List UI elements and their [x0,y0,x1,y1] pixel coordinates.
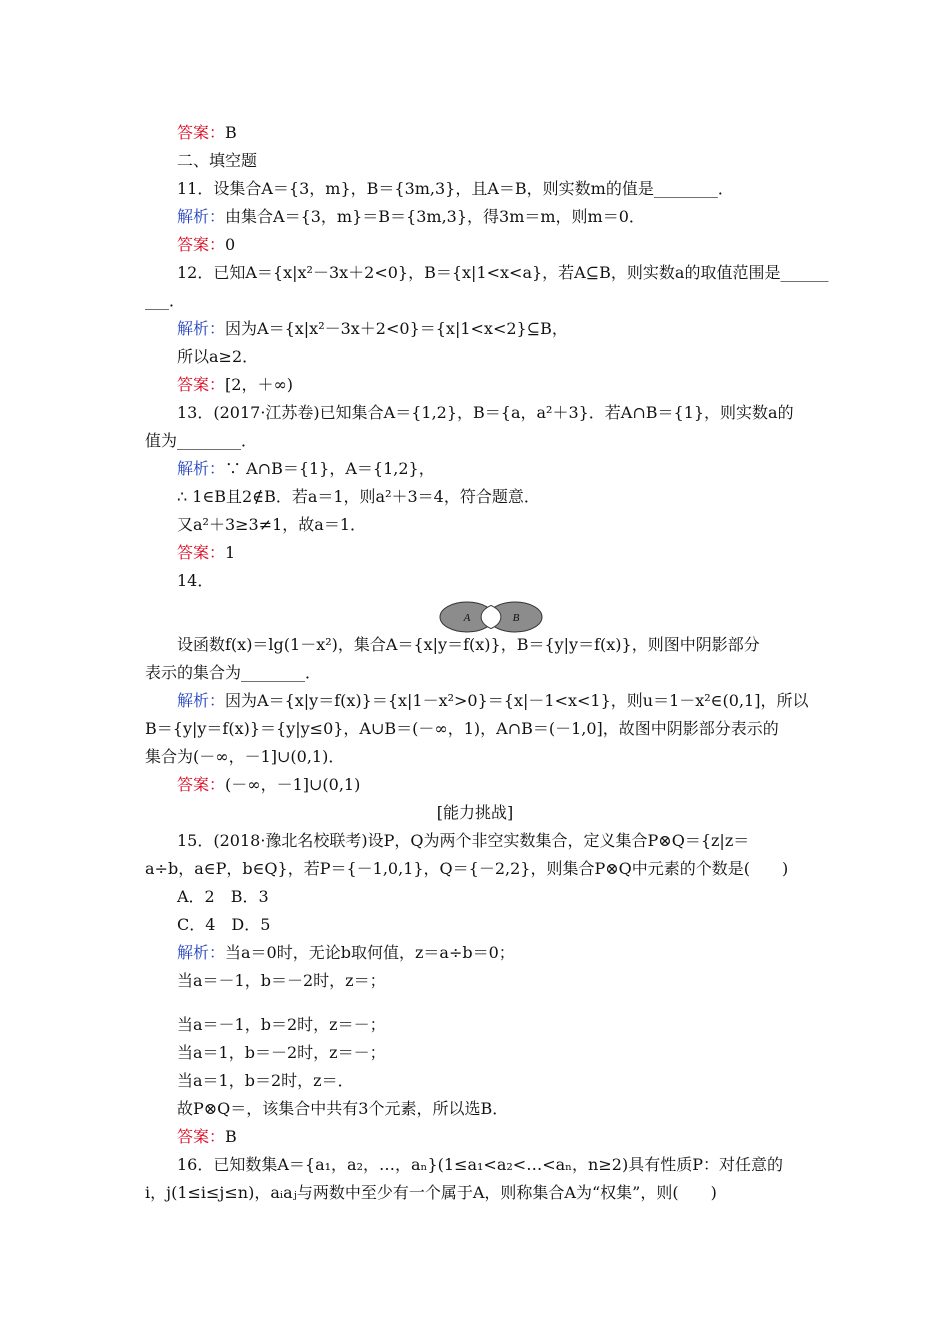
analysis-continued: 当a＝1，b＝2时，z＝． [177,1071,354,1090]
set-b-label: B [512,612,520,624]
question-15: 15．(2018·豫北名校联考)设P，Q为两个非空实数集合，定义集合P⊗Q＝{z|z＝ [177,831,750,850]
answer-label: 答案： [177,1127,226,1146]
answer-text: 0 [225,235,236,254]
question-12-continued: ___． [145,291,186,310]
question-15-continued: a÷b，a∈P，b∈Q}，若P＝{－1,0,1}，Q＝{－2,2}，则集合P⊗Q中元素的个数是( ) [145,859,789,878]
analysis-continued: 集合为(－∞，－1]∪(0,1)． [145,747,345,766]
analysis-line [177,942,837,964]
analysis-continued: 所以a≥2． [177,347,259,366]
venn-diagram [438,600,546,634]
analysis-label: 解析： [177,943,226,962]
question-16-continued: i，j(1≤i≤j≤n)，aᵢaⱼ与两数中至少有一个属于A，则称集合A为“权集”，则( ) [145,1183,717,1202]
answer-text: (－∞，－1]∪(0,1) [225,775,361,794]
analysis-text: 因为A＝{x|x²－3x＋2<0}＝{x|1<x<2}⊆B， [225,319,568,338]
question-14: 14． [177,571,214,590]
analysis-line [177,690,837,712]
answer-label: 答案： [177,775,226,794]
analysis-line [177,318,837,340]
analysis-text: 当a＝0时，无论b取何值，z＝a÷b＝0； [225,943,515,962]
analysis-label: 解析： [177,691,226,710]
section-heading-challenge: [能力挑战] [436,803,514,822]
analysis-continued: 当a＝－1，b＝－2时，z＝； [177,971,386,990]
analysis-text: 由集合A＝{3，m}＝B＝{3m,3}，得3m＝m，则m＝0． [225,207,645,226]
question-16: 16．已知数集A＝{a₁，a₂，…，aₙ}(1≤a₁<a₂<…<aₙ，n≥2)具有性质P：对任意的 [177,1155,783,1174]
answer-line [177,234,837,256]
answer-label: 答案： [177,543,226,562]
choices-ab: A．2 B．3 [177,887,269,906]
analysis-continued: ∴ 1∈B且2∉B．若a＝1，则a²＋3＝4，符合题意． [177,487,540,506]
analysis-line [177,458,837,480]
question-12: 12．已知A＝{x|x²－3x＋2<0}，B＝{x|1<x<a}，若A⊆B，则实数a的取值范围是______ [177,263,829,282]
analysis-label: 解析： [177,207,226,226]
question-14-continued: 表示的集合为________． [145,663,322,682]
answer-text: B [225,1127,237,1146]
answer-text: B [225,123,237,142]
question-11: 11．设集合A＝{3，m}，B＝{3m,3}，且A＝B，则实数m的值是________． [177,179,734,198]
analysis-line [177,206,837,228]
answer-line [177,542,837,564]
choices-cd: C．4 D．5 [177,915,271,934]
analysis-label: 解析： [177,459,226,478]
answer-line [177,122,837,144]
answer-label: 答案： [177,375,226,394]
analysis-continued: B＝{y|y＝f(x)}＝{y|y≤0}，A∪B＝(－∞，1)，A∩B＝(－1,0]，故图中阴影部分表示的 [145,719,779,738]
analysis-text: ∵ A∩B＝{1}，A＝{1,2}， [225,459,435,478]
answer-label: 答案： [177,123,226,142]
analysis-text: 因为A＝{x|y＝f(x)}＝{x|1－x²>0}＝{x|－1<x<1}，则u＝1－x²∈(0,1]，所以 [225,691,809,710]
answer-label: 答案： [177,235,226,254]
question-14-text: 设函数f(x)＝lg(1－x²)，集合A＝{x|y＝f(x)}，B＝{y|y＝f(x)}，则图中阴影部分 [177,635,760,654]
answer-text: 1 [225,543,236,562]
section-heading: 二、填空题 [177,151,258,170]
analysis-continued: 当a＝－1，b＝2时，z＝－； [177,1015,386,1034]
answer-line [177,1126,837,1148]
analysis-continued: 又a²＋3≥3≠1，故a＝1． [177,515,367,534]
answer-line [177,774,837,796]
analysis-continued: 当a＝1，b＝－2时，z＝－； [177,1043,386,1062]
set-a-label: A [463,612,471,624]
analysis-continued: 故P⊗Q＝，该集合中共有3个元素，所以选B． [177,1099,509,1118]
answer-line [177,374,837,396]
answer-text: [2，＋∞) [225,375,294,394]
question-13-continued: 值为________． [145,431,258,450]
question-13: 13．(2017·江苏卷)已知集合A＝{1,2}，B＝{a，a²＋3}．若A∩B＝{1}，则实数a的 [177,403,794,422]
analysis-label: 解析： [177,319,226,338]
